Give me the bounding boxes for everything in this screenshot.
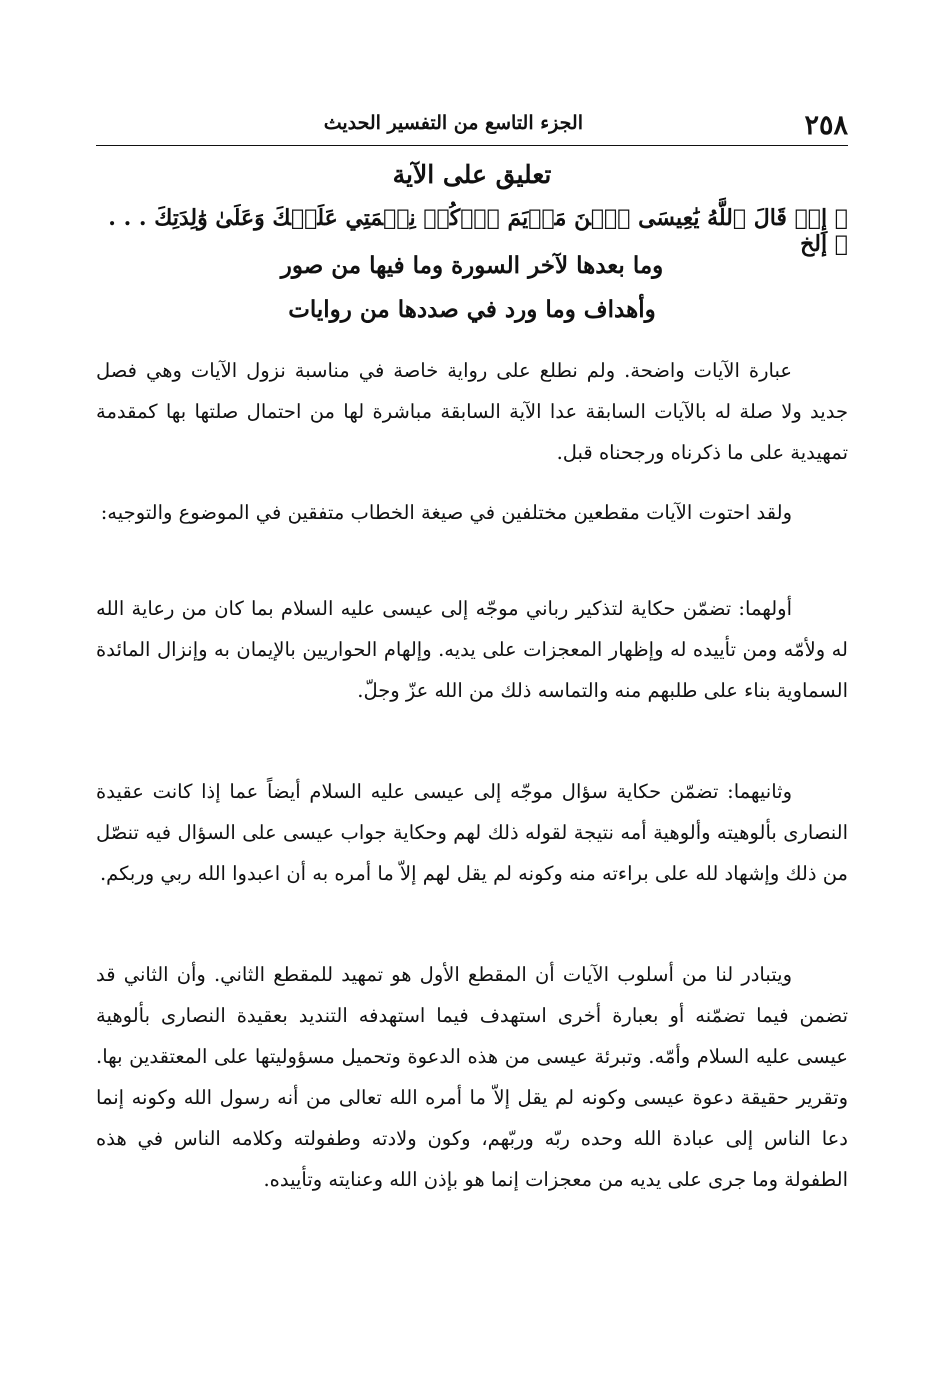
section-subtitle-line-2: وأهداف وما ورد في صددها من روايات xyxy=(288,296,656,323)
paragraph-4 xyxy=(96,771,848,894)
verse-suffix: إلخ xyxy=(800,231,828,257)
page-number: ٢٥٨ xyxy=(804,110,848,141)
verse-open-bracket: ﴿ xyxy=(834,205,848,231)
running-header-title: الجزء التاسع من التفسير الحديث xyxy=(323,112,583,134)
paragraph-text: ولقد احتوت الآيات مقطعين مختلفين في صيغة الخطاب متفقين في الموضوع والتوجيه: xyxy=(100,501,792,524)
paragraph-text: وثانيهما: تضمّن حكاية سؤال موجّه إلى عيسى عليه السلام أيضاً عما إذا كانت عقيدة النصارى بألوهيته وألوهية أمه نتيجة لقوله ذلك لهم وحكاية جواب عيسى على السؤال فيه تنصّل من ذلك وإشهاد لله على براءته منه وكونه لم يقل لهم إلاّ ما أمره به أن اعبدوا الله ربي وربكم. xyxy=(96,780,848,885)
paragraph-text: ويتبادر لنا من أسلوب الآيات أن المقطع الأول هو تمهيد للمقطع الثاني. وأن الثاني قد تضمن فيما تضمّنه أو بعبارة أخرى استهدف فيما استهدفه التنديد بعقيدة النصارى بألوهية عيسى عليه السلام وأمّه. وتبرئة عيسى من هذه الدعوة وتحميل مسؤوليتها على المعتقدين بها. وتقرير حقيقة دعوة عيسى وكونه لم يقل إلاّ ما أمره الله تعالى من أنه رسول الله وكونه إنما دعا الناس إلى عبادة الله وحده ربّه وربّهم، وكون ولادته وطفولته وكلامه الناس في هذه الطفولة وما جرى على يديه من معجزات إنما هو بإذن الله وعنايته وتأييده. xyxy=(96,963,848,1191)
paragraph-text: أولهما: تضمّن حكاية لتذكير رباني موجّه إلى عيسى عليه السلام بما كان من رعاية الله له ولأمّه ومن تأييده له وإظهار المعجزات على يديه. وإلهام الحواريين بالإيمان به وإنزال المائدة السماوية بناء على طلبهم منه والتماسه ذلك من الله عزّ وجلّ. xyxy=(96,597,848,702)
paragraph-3 xyxy=(96,588,848,711)
paragraph-5 xyxy=(96,954,848,1200)
paragraph-text: عبارة الآيات واضحة. ولم نطلع على رواية خاصة في مناسبة نزول الآيات وهي فصل جديد ولا صلة له بالآيات السابقة عدا الآية السابقة مباشرة لها من احتمال صلتها بها كمقدمة تمهيدية على ما ذكرناه ورجحناه قبل. xyxy=(96,359,848,464)
paragraph-2 xyxy=(96,492,848,533)
header-rule xyxy=(96,145,848,146)
quranic-verse-heading xyxy=(96,205,848,257)
verse-close-bracket: ﴾ xyxy=(834,231,848,257)
section-subtitle-line-1: وما بعدها لآخر السورة وما فيها من صور xyxy=(280,252,664,279)
paragraph-1 xyxy=(96,350,848,473)
running-header xyxy=(96,104,848,146)
verse-text: إِذۡ قَالَ ٱللَّهُ يَٰعِيسَى ٱبۡنَ مَرۡيَمَ ٱذۡكُرۡ نِعۡمَتِي عَلَيۡكَ وَعَلَىٰ وَٰلِدَتِكَ . . . xyxy=(108,205,828,231)
section-title: تعليق على الآية xyxy=(392,160,552,189)
